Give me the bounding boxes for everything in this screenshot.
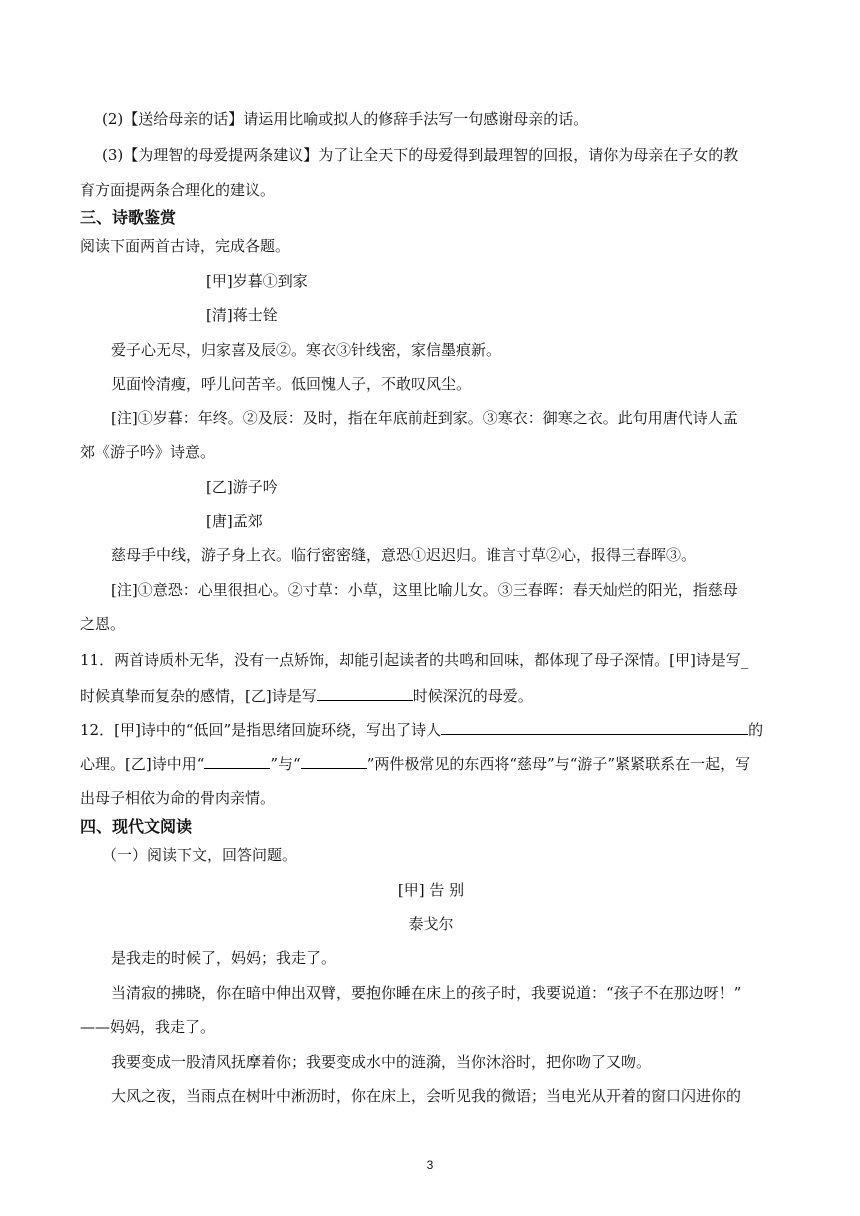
page-number: 3 (426, 1158, 434, 1172)
question-12-part-a: 12．[甲]诗中的“低回”是指思绪回旋环绕，写出了诗人 (80, 721, 442, 739)
question-12-part-c: 心理。[乙]诗中用“ (80, 755, 205, 773)
essay-paragraph-1: 是我走的时候了，妈妈；我走了。 (111, 949, 337, 967)
poem-b-note: [注]①意恐：心里很担心。②寸草：小草，这里比喻儿女。③三春晖：春天灿烂的阳光，指慈母 (111, 581, 738, 599)
section-3-heading: 三、诗歌鉴赏 (80, 208, 177, 227)
poem-b-author: [唐]孟郊 (206, 512, 263, 530)
question-11-part-b: 时候深沉的母爱。 (412, 687, 533, 705)
poem-b-note-continuation: 之恩。 (80, 615, 126, 633)
poem-a-author: [清]蒋士铨 (206, 306, 278, 324)
question-3-text: (3)【为理智的母爱提两条建议】为了让全天下的母爱得到最理智的回报，请你为母亲在子女的教 (102, 146, 739, 164)
answer-blank[interactable] (301, 753, 367, 769)
answer-blank[interactable] (441, 719, 748, 735)
question-11-continuation (80, 685, 533, 706)
essay-title: [甲] 告 别 (397, 881, 465, 899)
essay-paragraph-2: 当清寂的拂晓，你在暗中伸出双臂，要抱你睡在床上的孩子时，我要说道：“孩子不在那边呀！” (111, 984, 742, 1002)
poem-b-title: [乙]游子吟 (206, 478, 278, 496)
essay-paragraph-3: 我要变成一股清风抚摩着你；我要变成水中的涟漪，当你沐浴时，把你吻了又吻。 (111, 1053, 652, 1071)
question-11-part-a: 时候真挚而复杂的感情，[乙]诗是写 (80, 687, 317, 705)
poem-a-title: [甲]岁暮①到家 (206, 272, 308, 290)
essay-author: 泰戈尔 (408, 915, 454, 933)
answer-blank[interactable] (204, 753, 270, 769)
question-12-ending: 出母子相依为命的骨肉亲情。 (80, 789, 276, 807)
essay-paragraph-4: 大风之夜，当雨点在树叶中淅沥时，你在床上，会听见我的微语；当电光从开着的窗口闪进你的 (111, 1087, 742, 1105)
question-12-part-e: ”两件极常见的东西将“慈母”与“游子”紧紧联系在一起，写 (366, 755, 751, 773)
question-11-text: 11．两首诗质朴无华，没有一点矫饰，却能引起读者的共鸣和回味，都体现了母子深情。[甲]诗是写_ (80, 651, 749, 669)
question-12-part-b: 的 (748, 721, 764, 739)
poem-a-line-2: 见面怜清瘦，呼儿问苦辛。低回愧人子，不敢叹风尘。 (111, 375, 472, 393)
question-3-continuation: 育方面提两条合理化的建议。 (80, 181, 276, 199)
question-2-text: (2)【送给母亲的话】请运用比喻或拟人的修辞手法写一句感谢母亲的话。 (102, 110, 589, 128)
poem-a-note-continuation: 郊《游子吟》诗意。 (80, 443, 216, 461)
poem-a-line-1: 爱子心无尽，归家喜及辰②。寒衣③针线密，家信墨痕新。 (111, 341, 502, 359)
poem-b-line-1: 慈母手中线，游子身上衣。临行密密缝，意恐①迟迟归。谁言寸草②心，报得三春晖③。 (111, 546, 697, 564)
section-4-heading: 四、现代文阅读 (80, 817, 193, 836)
poem-a-note: [注]①岁暮：年终。②及辰：及时，指在年底前赶到家。③寒衣：御寒之衣。此句用唐代诗人孟 (111, 409, 738, 427)
essay-paragraph-2-continuation: ——妈妈，我走了。 (80, 1018, 216, 1036)
question-12-part-d: ”与“ (270, 755, 301, 773)
question-12-text (80, 719, 763, 740)
reading-instructions: （一）阅读下文，回答问题。 (102, 846, 298, 864)
question-12-continuation (80, 753, 750, 774)
answer-blank[interactable] (317, 685, 413, 701)
poetry-instructions: 阅读下面两首古诗，完成各题。 (80, 237, 291, 255)
